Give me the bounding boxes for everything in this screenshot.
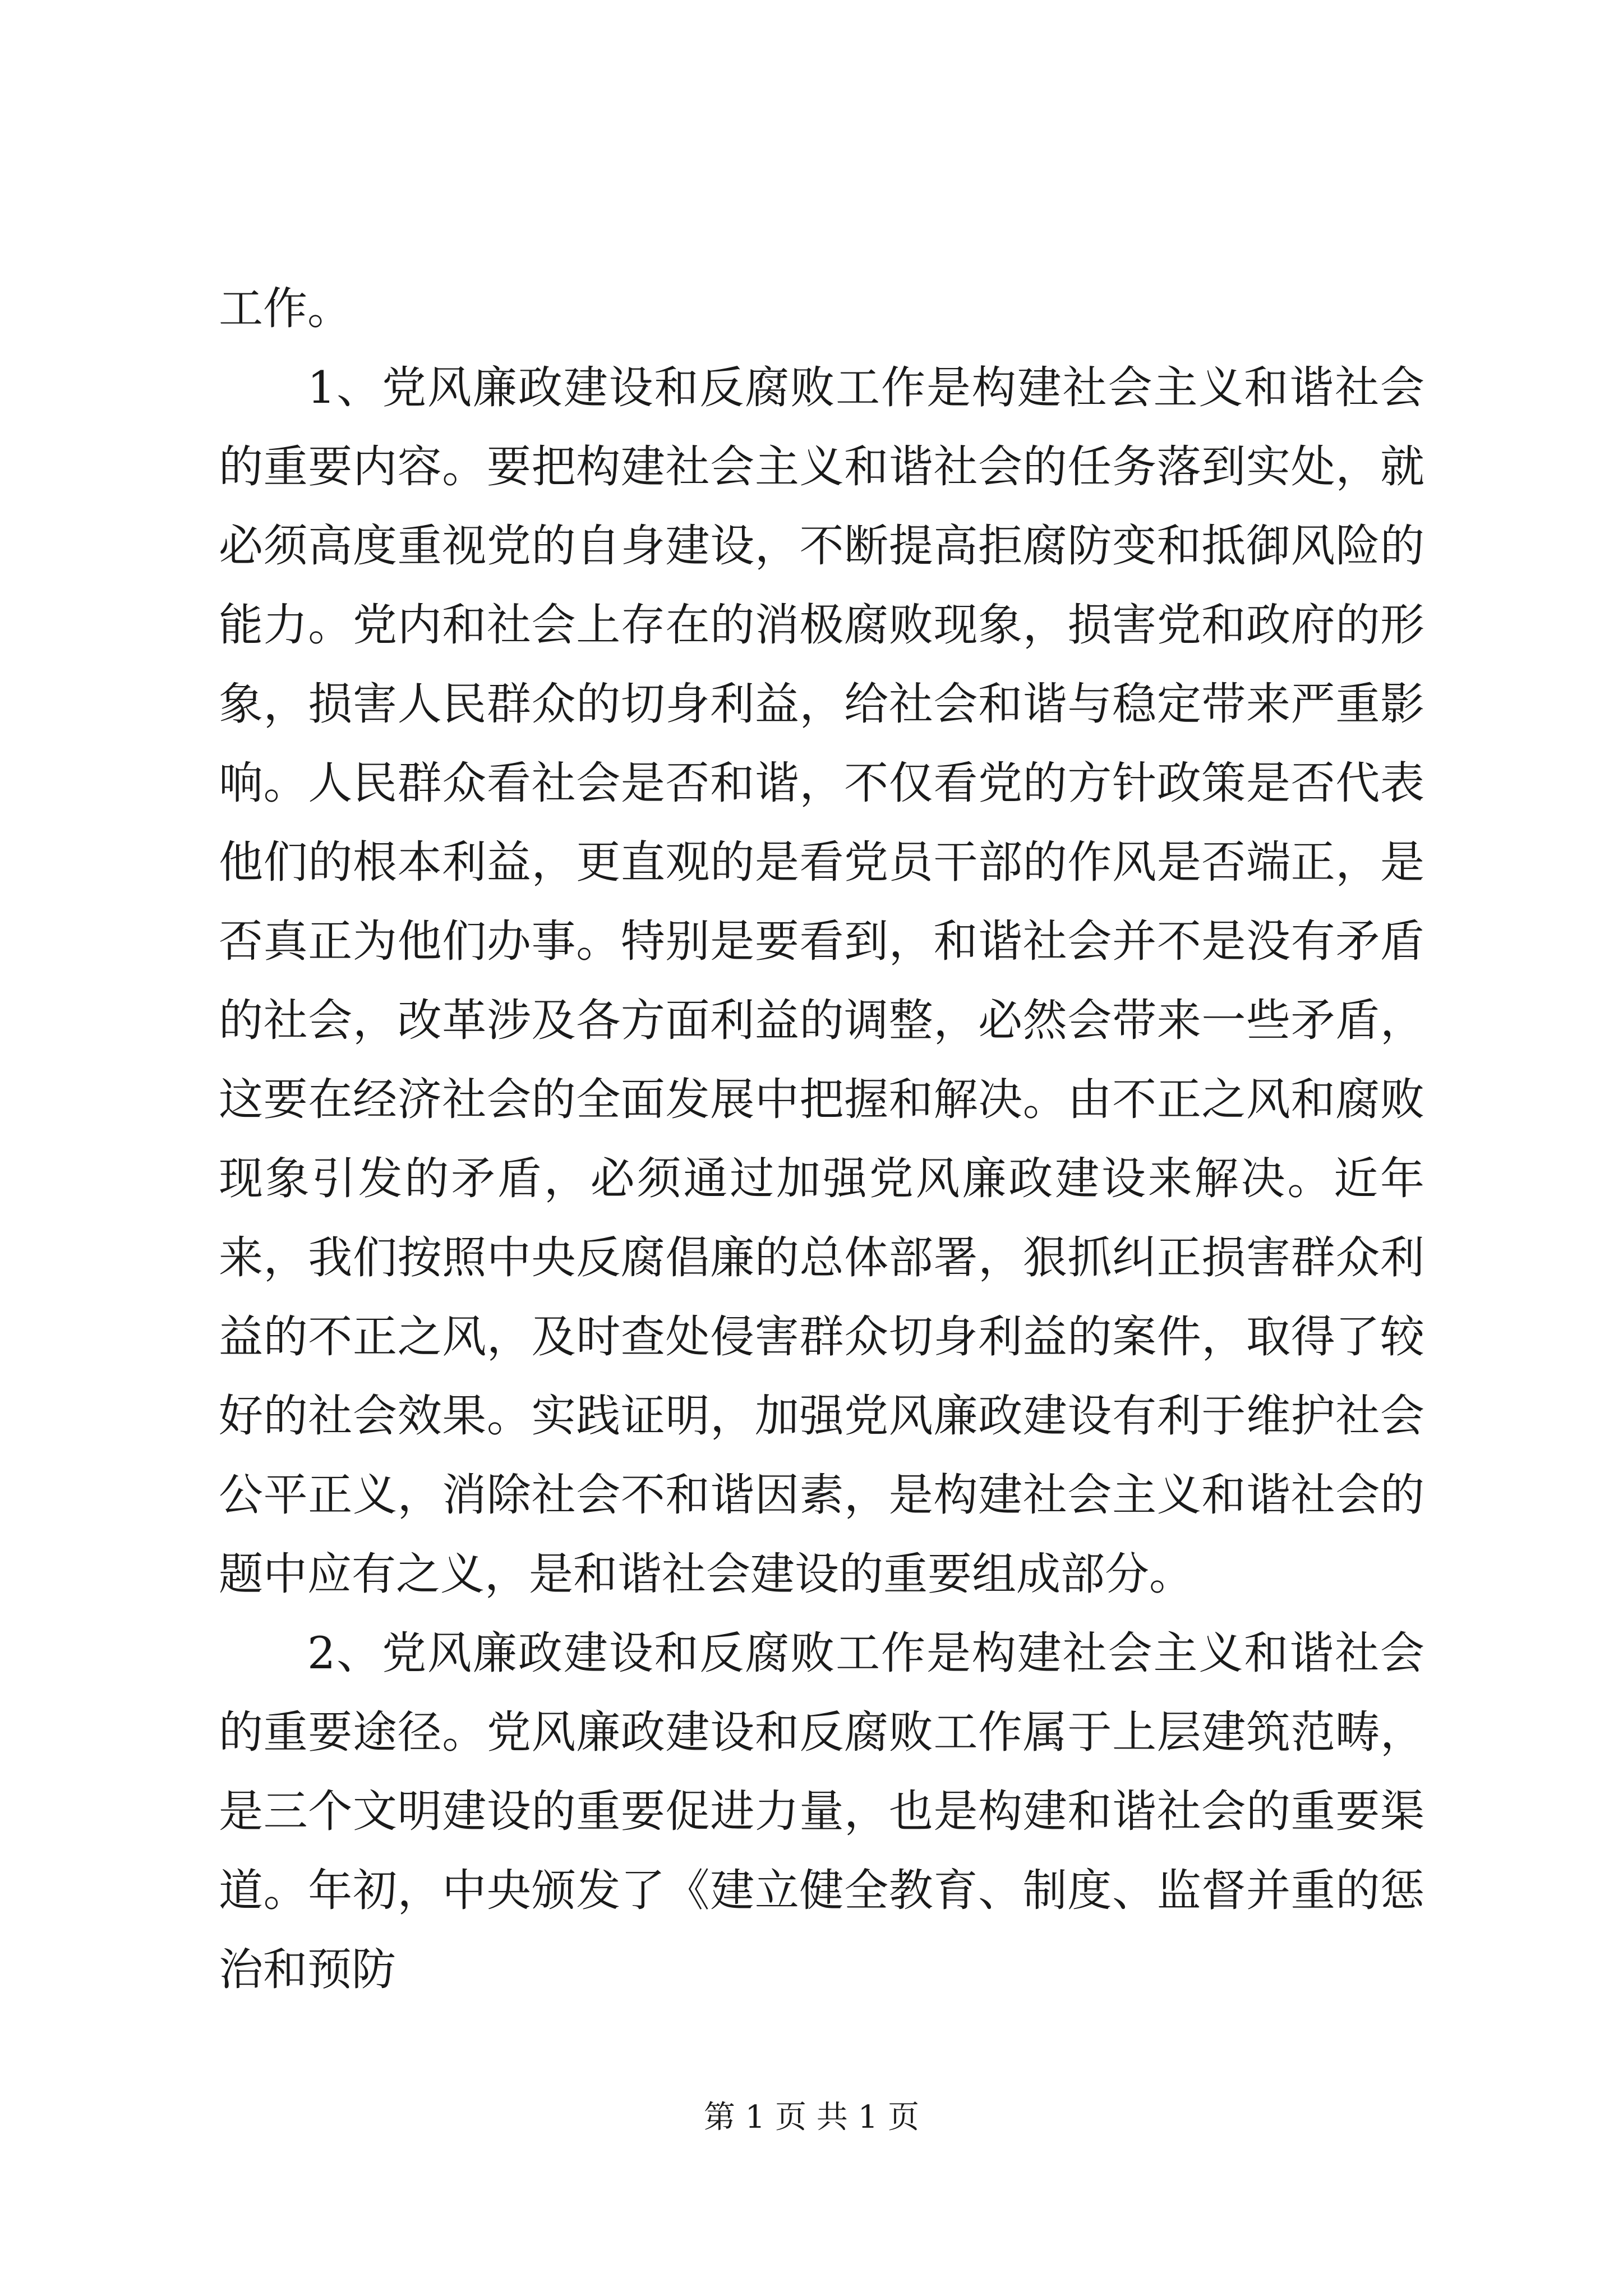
paragraph-continuation: 工作。: [219, 283, 352, 334]
paragraph-point-1: 1、党风廉政建设和反腐败工作是构建社会主义和谐社会的重要内容。要把构建社会主义和谐社会的任务落到实处，就必须高度重视党的自身建设，不断提高拒腐防变和抵御风险的能力。党内和社会上存在的消极腐败现象，损害党和政府的形象，损害人民群众的切身利益，给社会和谐与稳定带来严重影响。人民群众看社会是否和谐，不仅看党的方针政策是否代表他们的根本利益，更直观的是看党员干部的作风是否端正，是否真正为他们办事。特别是要看到，和谐社会并不是没有矛盾的社会，改革涉及各方面利益的调整，必然会带来一些矛盾，这要在经济社会的全面发展中把握和解决。由不正之风和腐败现象引发的矛盾，必须通过加强党风廉政建设来解决。近年来，我们按照中央反腐倡廉的总体部署，狠抓纠正损害群众利益的不正之风，及时查处侵害群众切身利益的案件，取得了较好的社会效果。实践证明，加强党风廉政建设有利于维护社会公平正义，消除社会不和谐因素，是构建社会主义和谐社会的题中应有之义，是和谐社会建设的重要组成部分。: [219, 362, 1424, 1600]
document-body: [219, 269, 1424, 2009]
page-number-footer: 第 1 页 共 1 页: [703, 2099, 920, 2136]
paragraph-point-2: 2、党风廉政建设和反腐败工作是构建社会主义和谐社会的重要途径。党风廉政建设和反腐败工作属于上层建筑范畴，是三个文明建设的重要促进力量，也是构建和谐社会的重要渠道。年初，中央颁发了《建立健全教育、制度、监督并重的惩治和预防: [219, 1627, 1424, 1995]
